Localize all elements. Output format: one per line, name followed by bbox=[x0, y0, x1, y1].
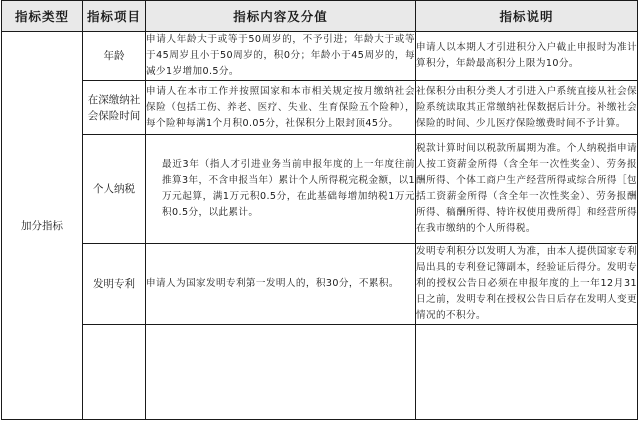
note-income-tax: 税款计算时间以税款所属期为准。个人纳税指申请人按工资薪金所得（含全年一次性奖金）、劳务报酬所得、个体工商户生产经营所得或综合所得［包括工资薪金所得（含全年一次性奖金）、劳务报酬所得、稿酬所得、特许权使用费所得］和经营所得在我市缴纳的个人所得税。 bbox=[416, 135, 638, 244]
item-age: 年龄 bbox=[83, 32, 146, 81]
note-invention-patent: 发明专利积分以发明人为准，由本人提供国家专利局出具的专利登记簿副本，经验证后得分。发明专利的授权公告日必须在申报年度的上一年12月31日之前，发明专利在授权公告日后存在发明人变更情况的不积分。 bbox=[416, 244, 638, 325]
header-notes: 指标说明 bbox=[416, 1, 638, 32]
content-invention-patent: 申请人为国家发明专利第一发明人的，积30分，不累积。 bbox=[146, 244, 416, 325]
header-row bbox=[2, 1, 638, 32]
note-age: 申请人以本期人才引进积分入户截止申报时为准计算积分，年龄最高积分上限为10分。 bbox=[416, 32, 638, 81]
points-criteria-table bbox=[1, 0, 638, 420]
item-income-tax: 个人纳税 bbox=[83, 135, 146, 244]
content-income-tax: 最近3年（指人才引进业务当前申报年度的上一年度往前推算3年，不含申报当年）累计个人所得税完税金额，以1万元起算，满1万元积0.5分，在此基础每增加纳税1万元积0.5分，以此累计。 bbox=[146, 135, 416, 244]
item-social-insurance: 在深缴纳社会保险时间 bbox=[83, 81, 146, 135]
content-empty bbox=[146, 325, 416, 420]
category-cell: 加分指标 bbox=[2, 32, 83, 420]
note-empty bbox=[416, 325, 638, 420]
table-row bbox=[2, 325, 638, 420]
content-social-insurance: 申请人在本市工作并按照国家和本市相关规定按月缴纳社会保险（包括工伤、养老、医疗、失业、生育保险五个险种），每个险种每满1个月积0.05分，社保积分上限封顶45分。 bbox=[146, 81, 416, 135]
table-row bbox=[2, 244, 638, 325]
table-row bbox=[2, 32, 638, 81]
content-age: 申请人年龄大于或等于50周岁的，不予引进；年龄大于或等于45周岁且小于50周岁的，积0分；年龄小于45周岁的，每减少1岁增加0.5分。 bbox=[146, 32, 416, 81]
header-indicator-type: 指标类型 bbox=[2, 1, 83, 32]
table-row bbox=[2, 81, 638, 135]
item-empty bbox=[83, 325, 146, 420]
note-social-insurance: 社保积分由积分类人才引进入户系统直接从社会保险系统读取其正常缴纳社保数据后计分。补缴社会保险的时间、少儿医疗保险缴费时间不予计算。 bbox=[416, 81, 638, 135]
header-content-and-score: 指标内容及分值 bbox=[146, 1, 416, 32]
header-indicator-item: 指标项目 bbox=[83, 1, 146, 32]
item-invention-patent: 发明专利 bbox=[83, 244, 146, 325]
table-row bbox=[2, 135, 638, 244]
